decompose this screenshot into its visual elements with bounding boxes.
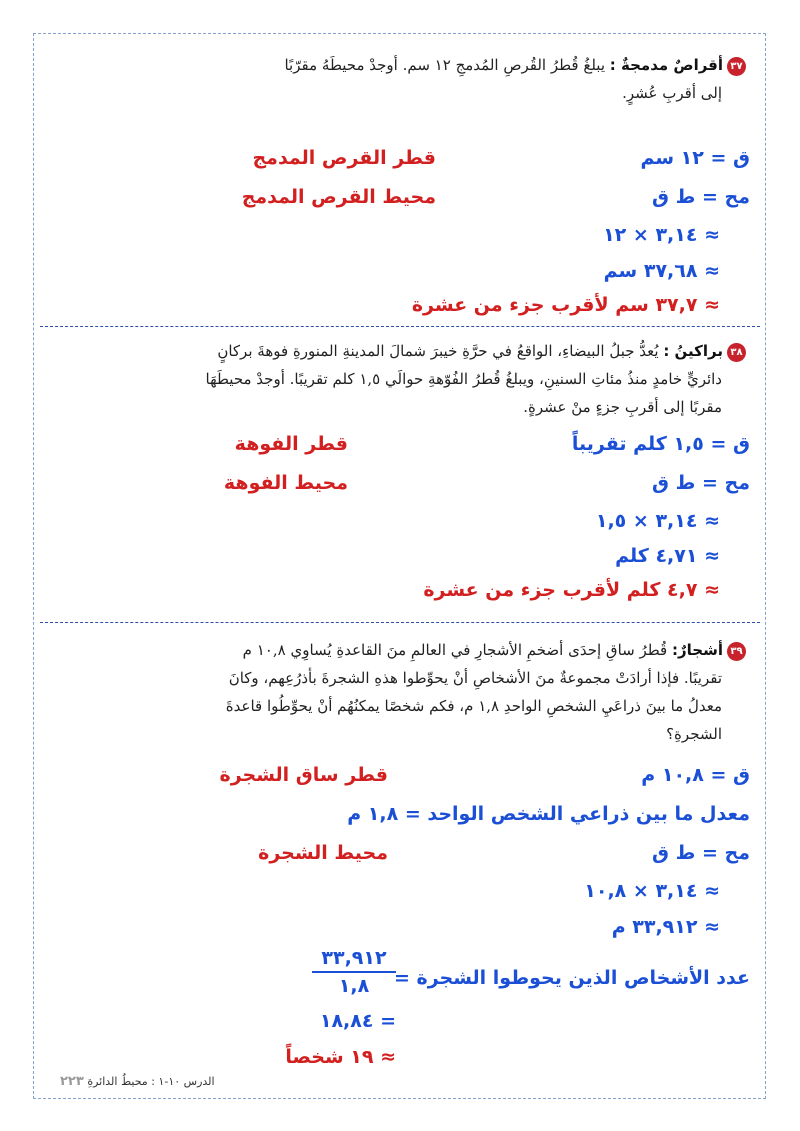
lesson-title: الدرس ١٠-١ : محيطُ الدائرةِ bbox=[87, 1075, 215, 1088]
problem-38-line3: مقربًا إلى أقربِ جزءٍ منْ عشرةٍ. bbox=[523, 398, 722, 416]
page-footer bbox=[60, 1074, 215, 1089]
arm-span: معدل ما بين ذراعي الشخص الواحد = ١,٨ م bbox=[347, 803, 750, 825]
fraction-denominator: ١,٨ bbox=[338, 975, 370, 997]
formula: مح = ط ق bbox=[652, 472, 750, 494]
problem-39-line1: ٣٩أشجارٌ: قُطرُ ساقِ إحدَى أضخمِ الأشجارِ في العالمِ منَ القاعدةِ يُساوِي ١٠,٨ م bbox=[243, 637, 746, 664]
step-1: ≈ ٣,١٤ × ١٠,٨ bbox=[584, 880, 720, 902]
answer: ≈ ٤,٧ كلم لأقرب جزء من عشرة bbox=[423, 579, 720, 601]
given-diameter: ق = ١,٥ كلم تقريباً bbox=[571, 433, 750, 455]
problem-37-line1: ٣٧أقراصٌ مدمجةٌ : يبلغُ قُطرُ القُرصِ المُدمجِ ١٢ سم. أوجدْ محيطَهُ مقرّبًا bbox=[284, 52, 746, 79]
fraction bbox=[312, 947, 396, 997]
given-label: قطر الفوهة bbox=[234, 433, 348, 455]
page-number: ٢٢٣ bbox=[60, 1074, 84, 1089]
formula-label: محيط الشجرة bbox=[258, 842, 388, 864]
problem-title: أقراصٌ مدمجةٌ : bbox=[609, 56, 723, 74]
problem-39-line2: تقريبًا. فإذا أرادَتْ مجموعةٌ منَ الأشخاصِ أنْ يحوِّطوا هذهِ الشجرةَ بأذرُعِهم، وكانَ bbox=[228, 669, 722, 687]
problem-number-badge: ٣٨ bbox=[727, 343, 746, 362]
problem-39-line3: معدلُ ما بينَ ذراعَيِ الشخصِ الواحدِ ١,٨ م، فكم شخصًا يمكنُهُم أنْ يحوِّطُوا قاعدةَ bbox=[225, 697, 722, 715]
problem-38-line1: ٣٨براكينُ : يُعدُّ جبلُ البيضاءِ، الواقعُ في حرَّةِ خيبرَ شمالَ المدينةِ المنورةِ فوهةَ بركانٍ bbox=[217, 338, 746, 365]
given-label: قطر ساق الشجرة bbox=[219, 764, 388, 786]
problem-37-line2: إلى أقربِ عُشرٍ. bbox=[622, 84, 722, 102]
formula-label: محيط الفوهة bbox=[223, 472, 348, 494]
answer: ≈ ٣٧,٧ سم لأقرب جزء من عشرة bbox=[411, 294, 720, 316]
section-divider bbox=[40, 622, 760, 623]
step-2: ≈ ٤,٧١ كلم bbox=[615, 545, 720, 567]
count-label: عدد الأشخاص الذين يحوطوا الشجرة = bbox=[393, 967, 750, 989]
section-divider bbox=[40, 326, 760, 327]
given-diameter: ق = ١٢ سم bbox=[640, 147, 750, 169]
formula-label: محيط القرص المدمج bbox=[241, 186, 436, 208]
problem-title: براكينُ : bbox=[663, 342, 723, 360]
formula: مح = ط ق bbox=[652, 186, 750, 208]
given-label: قطر القرص المدمج bbox=[252, 147, 436, 169]
problem-number-badge: ٣٩ bbox=[727, 642, 746, 661]
problem-number-badge: ٣٧ bbox=[727, 57, 746, 76]
step-1: ≈ ٣,١٤ × ١,٥ bbox=[595, 510, 720, 532]
problem-39-line4: الشجرةِ؟ bbox=[666, 725, 722, 743]
fraction-numerator: ٣٣,٩١٢ bbox=[321, 947, 387, 969]
step-2: ≈ ٣٣,٩١٢ م bbox=[611, 916, 720, 938]
step-2: ≈ ٣٧,٦٨ سم bbox=[603, 260, 720, 282]
answer: ≈ ١٩ شخصاً bbox=[285, 1046, 396, 1068]
step-1: ≈ ٣,١٤ × ١٢ bbox=[603, 224, 720, 246]
problem-title: أشجارٌ: bbox=[672, 641, 723, 659]
given-diameter: ق = ١٠,٨ م bbox=[641, 764, 750, 786]
fraction-bar bbox=[312, 971, 396, 973]
problem-38-line2: دائريٍّ خامدٍ منذُ مئاتِ السنينِ، ويبلغُ قُطرُ الفُوّهةِ حوالَي ١,٥ كلم تقريبًا. أوجدْ محيطَهَا bbox=[205, 370, 722, 388]
formula: مح = ط ق bbox=[652, 842, 750, 864]
step-3: = ١٨,٨٤ bbox=[319, 1010, 396, 1032]
